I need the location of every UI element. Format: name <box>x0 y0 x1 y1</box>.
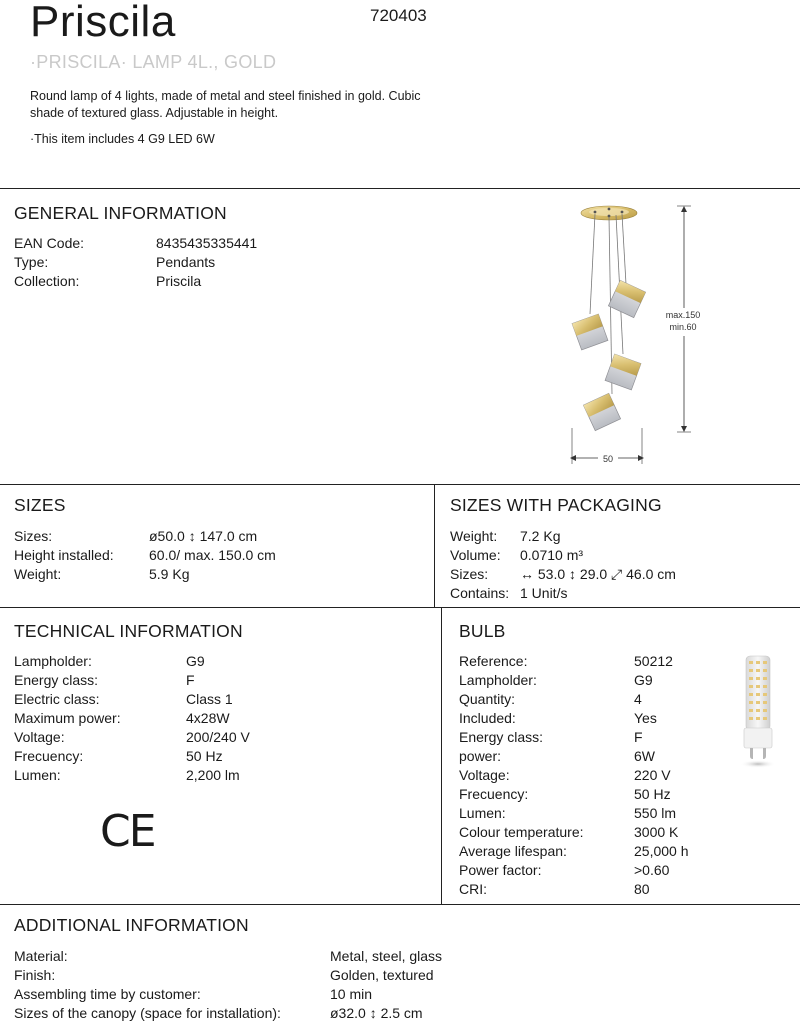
bulb-value: 550 lm <box>634 805 677 821</box>
packaging-table <box>450 527 790 603</box>
packaging-label: Volume: <box>450 547 501 563</box>
technical-label: Electric class: <box>14 691 100 707</box>
bulb-value: 220 V <box>634 767 671 783</box>
additional-value: 10 min <box>330 986 373 1002</box>
sizes-label: Sizes: <box>14 528 53 544</box>
technical-value: Class 1 <box>186 691 233 707</box>
technical-title: TECHNICAL INFORMATION <box>14 621 243 641</box>
glass-cube <box>608 280 645 317</box>
bulb-value: Yes <box>634 710 657 726</box>
width-label: 50 <box>602 454 614 464</box>
packaging-value: ↔ 53.0 ↕ 29.0 ⤢ 46.0 cm <box>520 566 676 582</box>
bulb-value: 4 <box>634 691 642 707</box>
bulb-label: Lumen: <box>459 805 506 821</box>
general-value: Priscila <box>156 273 202 289</box>
additional-label: Assembling time by customer: <box>14 986 201 1002</box>
general-row <box>14 272 394 291</box>
packaging-label: Sizes: <box>450 566 489 582</box>
product-subtitle: ·PRISCILA· LAMP 4L., GOLD <box>30 52 277 72</box>
sizes-value: ø50.0 ↕ 147.0 cm <box>149 528 258 544</box>
additional-row <box>14 1004 514 1023</box>
packaging-value: 7.2 Kg <box>520 528 561 544</box>
bulb-row <box>459 728 719 747</box>
bulb-row <box>459 747 719 766</box>
technical-value: 2,200 lm <box>186 767 240 783</box>
divider-technical <box>0 607 800 608</box>
additional-label: Finish: <box>14 967 56 983</box>
bulb-label: Voltage: <box>459 767 510 783</box>
bulb-label: Energy class: <box>459 729 544 745</box>
wire <box>622 214 626 284</box>
glass-cube <box>605 354 641 390</box>
g9-bulb-image <box>738 654 778 770</box>
sizes-title: SIZES <box>14 495 66 515</box>
additional-value: Metal, steel, glass <box>330 948 443 964</box>
additional-table <box>14 947 514 1023</box>
bulb-label: Power factor: <box>459 862 542 878</box>
general-value: Pendants <box>156 254 216 270</box>
technical-label: Lumen: <box>14 767 61 783</box>
additional-value: ø32.0 ↕ 2.5 cm <box>330 1005 423 1021</box>
technical-label: Lampholder: <box>14 653 92 669</box>
general-label: Type: <box>14 254 49 270</box>
technical-row <box>14 690 414 709</box>
sizes-value: 60.0/ max. 150.0 cm <box>149 547 276 563</box>
bulb-value: G9 <box>634 672 653 688</box>
bulb-row <box>459 823 719 842</box>
additional-row <box>14 985 514 1004</box>
technical-label: Maximum power: <box>14 710 121 726</box>
height-label-min: min.60 <box>669 322 697 332</box>
bulb-row <box>459 709 719 728</box>
technical-value: 200/240 V <box>186 729 250 745</box>
technical-label: Frecuency: <box>14 748 84 764</box>
technical-table <box>14 652 414 785</box>
bulb-value: >0.60 <box>634 862 670 878</box>
technical-value: F <box>186 672 195 688</box>
sizes-row <box>14 527 414 546</box>
additional-label: Sizes of the canopy (space for installation): <box>14 1005 281 1021</box>
bulb-value: 25,000 h <box>634 843 689 859</box>
general-label: EAN Code: <box>14 235 85 251</box>
bulb-label: Colour temperature: <box>459 824 584 840</box>
technical-label: Energy class: <box>14 672 99 688</box>
bulb-label: CRI: <box>459 881 487 897</box>
technical-row <box>14 728 414 747</box>
bulb-label: Lampholder: <box>459 672 537 688</box>
general-row <box>14 253 394 272</box>
glass-cube <box>572 314 608 350</box>
technical-row <box>14 652 414 671</box>
packaging-label: Weight: <box>450 528 498 544</box>
packaging-row <box>450 584 790 603</box>
bulb-row <box>459 861 719 880</box>
additional-value: Golden, textured <box>330 967 434 983</box>
additional-label: Material: <box>14 948 68 964</box>
additional-row <box>14 947 514 966</box>
sizes-value: 5.9 Kg <box>149 566 190 582</box>
glass-cube <box>583 393 620 430</box>
packaging-row <box>450 527 790 546</box>
lamp-drawing <box>560 196 710 468</box>
packaging-value: 0.0710 m³ <box>520 547 584 563</box>
sizes-label: Weight: <box>14 566 62 582</box>
sizes-row <box>14 546 414 565</box>
bulb-label: Reference: <box>459 653 528 669</box>
product-description: Round lamp of 4 lights, made of metal and steel finished in gold. Cubic shade of textured glass. Adjustable in height. <box>30 89 421 120</box>
packaging-row <box>450 546 790 565</box>
technical-value: 4x28W <box>186 710 230 726</box>
technical-row <box>14 766 414 785</box>
divider-vertical-sizes <box>434 484 435 607</box>
general-label: Collection: <box>14 273 80 289</box>
bulb-table <box>459 652 719 899</box>
general-title: GENERAL INFORMATION <box>14 203 227 223</box>
bulb-label: Included: <box>459 710 516 726</box>
technical-value: 50 Hz <box>186 748 223 764</box>
sizes-table <box>14 527 414 584</box>
technical-row <box>14 747 414 766</box>
bulb-row <box>459 880 719 899</box>
general-table <box>14 234 394 291</box>
product-note: ·This item includes 4 G9 LED 6W <box>30 132 215 146</box>
bulb-value: 80 <box>634 881 650 897</box>
bulb-value: F <box>634 729 643 745</box>
product-title: Priscila <box>30 0 176 46</box>
general-value: 8435435335441 <box>156 235 258 251</box>
technical-label: Voltage: <box>14 729 65 745</box>
technical-row <box>14 709 414 728</box>
bulb-label: Quantity: <box>459 691 516 707</box>
additional-title: ADDITIONAL INFORMATION <box>14 915 249 935</box>
technical-value: G9 <box>186 653 205 669</box>
bulb-value: 50 Hz <box>634 786 671 802</box>
packaging-label: Contains: <box>450 585 510 601</box>
additional-row <box>14 966 514 985</box>
packaging-row <box>450 565 790 584</box>
packaging-value: 1 Unit/s <box>520 585 568 601</box>
bulb-row <box>459 690 719 709</box>
product-code: 720403 <box>370 6 427 25</box>
bulb-value: 3000 K <box>634 824 679 840</box>
bulb-title: BULB <box>459 621 506 641</box>
bulb-row <box>459 766 719 785</box>
divider-sizes <box>0 484 800 485</box>
height-label-max: max.150 <box>665 310 701 320</box>
bulb-row <box>459 671 719 690</box>
wire <box>590 214 595 314</box>
bulb-value: 50212 <box>634 653 673 669</box>
bulb-row <box>459 804 719 823</box>
divider-vertical-technical <box>441 607 442 904</box>
sizes-row <box>14 565 414 584</box>
divider-general <box>0 188 800 189</box>
packaging-title: SIZES WITH PACKAGING <box>450 495 662 515</box>
bulb-row <box>459 785 719 804</box>
general-row <box>14 234 394 253</box>
ce-mark-icon: CE <box>100 806 155 857</box>
bulb-label: Frecuency: <box>459 786 529 802</box>
bulb-row <box>459 842 719 861</box>
technical-row <box>14 671 414 690</box>
bulb-row <box>459 652 719 671</box>
bulb-value: 6W <box>634 748 655 764</box>
bulb-label: Average lifespan: <box>459 843 567 859</box>
sizes-label: Height installed: <box>14 547 114 563</box>
bulb-label: power: <box>459 748 502 764</box>
divider-additional <box>0 904 800 905</box>
